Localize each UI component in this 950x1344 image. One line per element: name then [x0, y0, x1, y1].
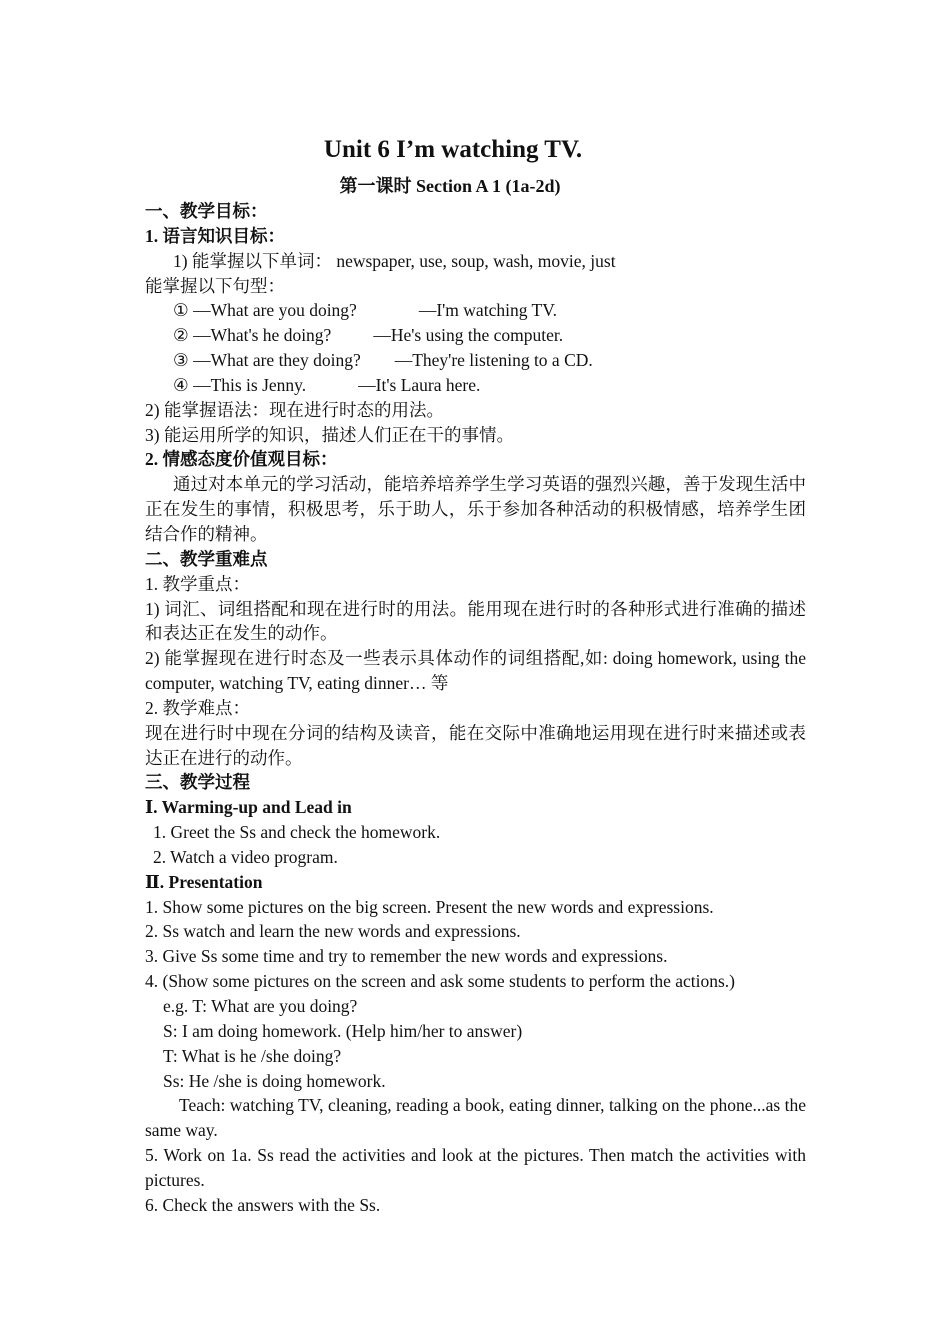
sentence-pattern-2 [145, 323, 806, 348]
subheading-affective-goals: 2. 情感态度价值观目标： [145, 449, 338, 470]
pattern-answer: —I'm watching TV. [418, 300, 557, 321]
pattern-question: ④ —This is Jenny. [173, 374, 307, 395]
example-dialogue-line-4: Ss: He /she is doing homework. [163, 1070, 386, 1091]
warming-up-item-1: 1. Greet the Ss and check the homework. [153, 822, 441, 843]
difficult-point: 现在进行时中现在分词的结构及读音，能在交际中准确地运用现在进行时来描述或表达正在进行的动作。 [145, 722, 806, 768]
warming-up-item-2: 2. Watch a video program. [153, 846, 338, 867]
step-heading-warming-up: Ⅰ. Warming-up and Lead in [145, 797, 352, 818]
teach-paragraph: Teach: watching TV, cleaning, reading a book, eating dinner, talking on the phone...as the same way. [145, 1095, 806, 1141]
presentation-item-3: 3. Give Ss some time and try to remember the new words and expressions. [145, 946, 668, 967]
pattern-question: ② —What's he doing? [173, 325, 332, 346]
step-heading-presentation: Ⅱ. Presentation [145, 871, 263, 892]
pattern-answer: —It's Laura here. [358, 374, 481, 395]
application-goal: 3) 能运用所学的知识，描述人们正在干的事情。 [145, 424, 514, 445]
key-points-label: 1. 教学重点： [145, 573, 250, 594]
document-subtitle: 第一课时 Section A 1 (1a-2d) [339, 176, 561, 196]
section-heading-procedure: 三、教学过程 [145, 772, 250, 793]
sentence-pattern-1 [145, 298, 806, 323]
sentence-pattern-3 [145, 348, 806, 373]
subheading-language-goals: 1. 语言知识目标： [145, 225, 285, 246]
vocabulary-line: 1) 能掌握以下单词： newspaper, use, soup, wash, movie, just [173, 250, 616, 271]
pattern-answer: —He's using the computer. [373, 325, 564, 346]
example-dialogue-line-1: e.g. T: What are you doing? [163, 996, 358, 1016]
key-point-1: 1) 词汇、词组搭配和现在进行时的用法。能用现在进行时的各种形式进行准确的描述和表达正在发生的动作。 [145, 598, 806, 644]
presentation-item-6: 6. Check the answers with the Ss. [145, 1194, 381, 1215]
difficult-points-label: 2. 教学难点： [145, 697, 250, 718]
presentation-item-4: 4. (Show some pictures on the screen and ask some students to perform the actions.) [145, 971, 736, 992]
document-title: Unit 6 I’m watching TV. [323, 136, 583, 163]
pattern-answer: —They're listening to a CD. [394, 350, 593, 371]
example-dialogue-line-2: S: I am doing homework. (Help him/her to answer) [163, 1020, 523, 1041]
document-body [145, 199, 806, 1218]
pattern-question: ① —What are you doing? [173, 300, 357, 321]
sentence-pattern-4 [145, 373, 806, 398]
presentation-item-2: 2. Ss watch and learn the new words and expressions. [145, 921, 521, 942]
key-point-2: 2) 能掌握现在进行时态及一些表示具体动作的词组搭配,如: doing homework, using the computer, watching TV, eating dinner… 等 [145, 648, 806, 694]
pattern-question: ③ —What are they doing? [173, 350, 361, 371]
section-heading-key-points: 二、教学重难点 [145, 548, 268, 569]
affective-goals-paragraph: 通过对本单元的学习活动，能培养培养学生学习英语的强烈兴趣，善于发现生活中正在发生的事情，积极思考，乐于助人，乐于参加各种活动的积极情感，培养学生团结合作的精神。 [145, 474, 806, 544]
presentation-item-5: 5. Work on 1a. Ss read the activities and look at the pictures. Then match the activities with pictures. [145, 1145, 806, 1190]
sentence-patterns-label: 能掌握以下句型： [145, 275, 285, 296]
grammar-goal: 2) 能掌握语法：现在进行时态的用法。 [145, 399, 444, 420]
presentation-item-1: 1. Show some pictures on the big screen. Present the new words and expressions. [145, 896, 714, 917]
section-heading-objectives: 一、教学目标： [145, 201, 268, 221]
example-dialogue-line-3: T: What is he /she doing? [163, 1045, 342, 1066]
